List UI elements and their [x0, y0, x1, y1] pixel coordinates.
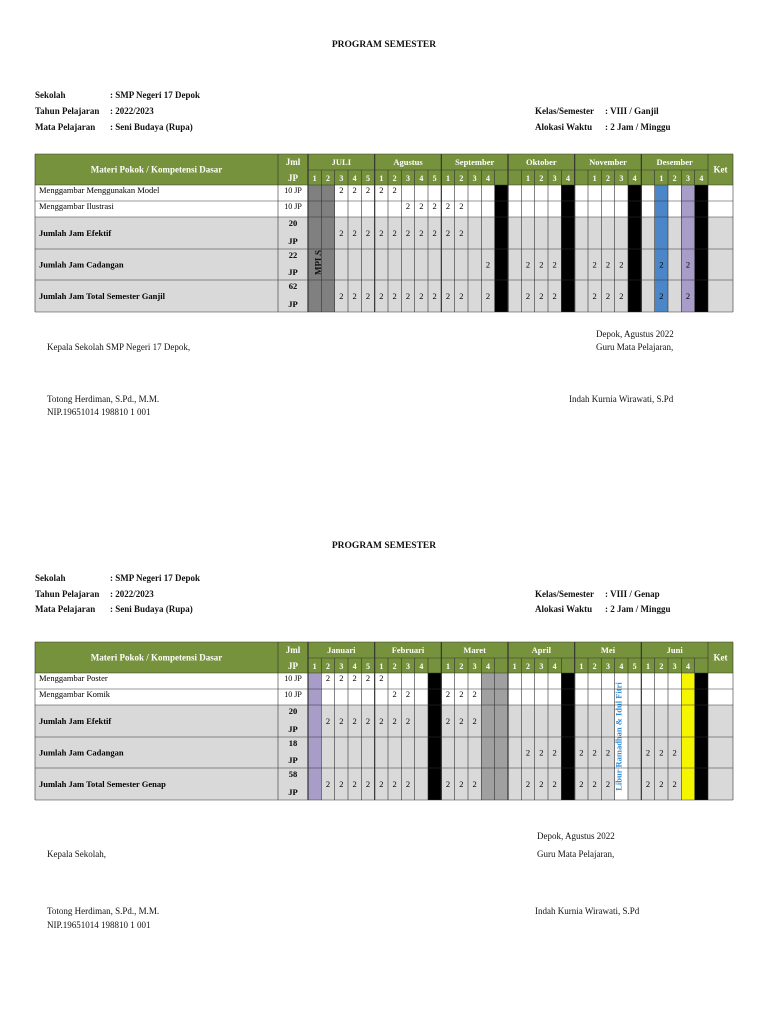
place-date: Depok, Agustus 2022	[596, 329, 674, 339]
month-header: Januari	[327, 645, 356, 655]
info-label-alokasi: Alokasi Waktu	[535, 604, 593, 614]
week-value: 2	[619, 259, 624, 270]
page-title-genap: PROGRAM SEMESTER	[331, 541, 437, 551]
week-value: 2	[419, 201, 424, 211]
week-number: 1	[312, 174, 317, 183]
week-number: 3	[406, 662, 410, 671]
week-value: 2	[592, 291, 597, 301]
week-column-fill	[495, 673, 508, 800]
week-value: 2	[645, 779, 651, 789]
info-value-alokasi: : 2 Jam / Minggu	[605, 604, 671, 614]
week-number: 4	[419, 174, 424, 183]
week-value: 2	[485, 291, 491, 301]
week-value: 2	[565, 747, 571, 758]
month-header: Juni	[666, 645, 683, 655]
week-number: 4	[686, 662, 690, 671]
week-value: 2	[339, 291, 344, 301]
info-label-alokasi: Alokasi Waktu	[535, 122, 593, 132]
row-label: Jumlah Jam Efektif	[39, 716, 112, 726]
week-number: 5	[432, 174, 437, 183]
week-value: 2	[672, 779, 677, 789]
week-value: 2	[392, 689, 397, 699]
week-value: 2	[379, 673, 384, 683]
week-value: 2	[525, 259, 531, 270]
week-value: 2	[659, 291, 664, 301]
info-label-mapel: Mata Pelajaran	[35, 122, 96, 132]
week-value: 2	[672, 747, 677, 758]
week-value: 2	[565, 291, 571, 301]
week-number: 5	[366, 662, 370, 671]
month-header: Maret	[463, 645, 486, 655]
teacher-name: Indah Kurnia Wirawati, S.Pd	[569, 394, 674, 404]
week-value: 2	[619, 291, 624, 301]
week-number: 2	[326, 662, 330, 671]
week-value: 2	[685, 291, 691, 301]
week-number: 2	[606, 174, 610, 183]
info-value-kelas: : VIII / Genap	[605, 589, 660, 599]
week-value: 2	[379, 185, 384, 195]
row-label: Menggambar Menggunakan Model	[39, 185, 160, 195]
week-number: 2	[672, 174, 677, 183]
week-value: 2	[605, 779, 611, 789]
week-value: 2	[339, 716, 344, 726]
row-jml: 10 JP	[284, 674, 302, 683]
week-value: 2	[432, 228, 437, 238]
week-value: 2	[392, 779, 397, 789]
week-value: 2	[392, 185, 397, 195]
week-value: 2	[459, 689, 464, 699]
week-value: 2	[552, 291, 557, 301]
week-number: 4	[486, 662, 490, 671]
week-value: 2	[472, 689, 477, 699]
week-value: 2	[539, 291, 544, 301]
week-value: 2	[392, 291, 397, 301]
month-header: September	[455, 157, 495, 167]
row-jml-unit: JP	[288, 724, 298, 734]
week-value: 2	[325, 673, 331, 683]
info-label-sekolah: Sekolah	[35, 90, 66, 100]
month-header: April	[531, 645, 552, 655]
week-value: 2	[539, 779, 544, 789]
week-value: 2	[352, 779, 357, 789]
week-number: 2	[392, 174, 397, 183]
week-value: 2	[485, 259, 491, 270]
week-number: 2	[592, 662, 597, 671]
week-number: 4	[486, 174, 490, 183]
row-label: Jumlah Jam Total Semester Genap	[39, 779, 166, 789]
week-value: 2	[365, 779, 371, 789]
row-jml-unit: JP	[288, 787, 298, 797]
week-value: 2	[365, 185, 371, 195]
week-value: 2	[352, 673, 357, 683]
principal-nip: NIP.19651014 198810 1 001	[47, 407, 151, 417]
week-value: 2	[445, 689, 451, 699]
info-label-tahun: Tahun Pelajaran	[35, 589, 100, 599]
principal-nip: NIP.19651014 198810 1 001	[47, 920, 151, 930]
principal-title: Kepala Sekolah SMP Negeri 17 Depok,	[47, 342, 191, 352]
header-ket: Ket	[713, 652, 728, 663]
row-jml-value: 20	[288, 706, 298, 716]
week-value: 2	[352, 291, 357, 301]
week-number: 3	[606, 662, 610, 671]
row-jml-unit: JP	[288, 236, 298, 246]
week-value: 2	[459, 779, 464, 789]
row-jml-unit: JP	[288, 299, 298, 309]
week-value: 2	[659, 747, 664, 758]
week-number: 2	[326, 174, 330, 183]
week-value: 2	[445, 228, 451, 238]
info-value-mapel: : Seni Budaya (Rupa)	[110, 122, 193, 132]
week-value: 2	[365, 716, 371, 726]
header-jp: JP	[288, 173, 298, 183]
row-jml-value: 20	[288, 218, 298, 228]
week-value: 2	[579, 747, 584, 758]
week-value: 2	[592, 779, 597, 789]
week-number: 3	[406, 174, 410, 183]
week-value: 2	[405, 689, 411, 699]
week-number: 1	[659, 174, 664, 183]
week-number: 3	[552, 174, 557, 183]
week-value: 2	[472, 779, 477, 789]
week-value: 2	[379, 228, 384, 238]
week-value: 2	[685, 259, 691, 270]
header-materi: Materi Pokok / Kompetensi Dasar	[90, 164, 223, 175]
week-number: 1	[379, 662, 384, 671]
week-number: 3	[619, 174, 624, 183]
week-value: 2	[445, 201, 451, 211]
week-value: 2	[379, 716, 384, 726]
week-number: 1	[379, 174, 384, 183]
week-number: 1	[592, 174, 597, 183]
week-value: 2	[365, 673, 371, 683]
teacher-title: Guru Mata Pelajaran,	[537, 849, 615, 859]
month-header: Agustus	[393, 157, 423, 167]
week-number: 2	[659, 662, 664, 671]
principal-name: Totong Herdiman, S.Pd., M.M.	[47, 906, 160, 916]
info-value-kelas: : VIII / Ganjil	[605, 106, 659, 116]
row-label: Menggambar Komik	[39, 689, 111, 699]
info-value-sekolah: : SMP Negeri 17 Depok	[110, 90, 200, 100]
row-label: Jumlah Jam Cadangan	[39, 747, 124, 758]
week-number: 4	[632, 174, 637, 183]
week-value: 2	[392, 228, 397, 238]
week-column-fill	[695, 673, 708, 800]
week-value: 2	[445, 291, 451, 301]
week-number: 3	[472, 174, 477, 183]
info-label-kelas: Kelas/Semester	[535, 589, 594, 599]
week-value: 2	[459, 291, 464, 301]
week-value: 2	[432, 291, 437, 301]
week-number: 4	[352, 662, 357, 671]
header-ket: Ket	[713, 164, 728, 175]
week-number: 3	[539, 662, 544, 671]
info-label-kelas: Kelas/Semester	[535, 106, 594, 116]
week-number: 1	[579, 662, 584, 671]
teacher-name: Indah Kurnia Wirawati, S.Pd	[535, 906, 640, 916]
row-jml: 10 JP	[284, 186, 302, 195]
row-label: Jumlah Jam Efektif	[39, 228, 112, 238]
week-number: 1	[526, 174, 530, 183]
week-value: 2	[405, 716, 411, 726]
week-value: 2	[459, 716, 464, 726]
teacher-title: Guru Mata Pelajaran,	[596, 342, 674, 352]
week-value: 2	[445, 716, 451, 726]
week-value: 2	[379, 291, 384, 301]
info-value-sekolah: : SMP Negeri 17 Depok	[110, 573, 200, 583]
week-column-fill	[308, 673, 321, 800]
week-value: 2	[352, 185, 357, 195]
week-value: 2	[325, 716, 331, 726]
week-value: 2	[365, 228, 371, 238]
row-label: Menggambar Poster	[39, 673, 108, 683]
week-value: 2	[659, 259, 664, 270]
week-value: 2	[539, 259, 544, 270]
month-header: JULI	[331, 157, 352, 167]
week-number: 4	[419, 662, 424, 671]
week-value: 2	[405, 291, 411, 301]
week-value: 2	[445, 779, 451, 789]
week-value: 2	[419, 291, 424, 301]
week-value: 2	[552, 747, 557, 758]
week-value: 2	[565, 259, 571, 270]
week-value: 2	[392, 716, 397, 726]
week-value: 2	[459, 228, 464, 238]
row-jml-value: 22	[288, 250, 298, 260]
week-column-fill	[481, 673, 494, 800]
week-number: 4	[699, 174, 704, 183]
week-value: 2	[379, 779, 384, 789]
week-value: 2	[552, 259, 557, 270]
month-header: Mei	[600, 645, 616, 655]
row-jml: 10 JP	[284, 690, 302, 699]
week-column-fill	[681, 673, 694, 800]
place-date: Depok, Agustus 2022	[537, 831, 615, 841]
row-jml-value: 62	[288, 281, 298, 291]
info-value-tahun: : 2022/2023	[110, 106, 154, 116]
week-number: 4	[566, 174, 570, 183]
page-title-ganjil: PROGRAM SEMESTER	[331, 40, 437, 50]
week-value: 2	[632, 259, 637, 270]
month-header: Februari	[391, 645, 425, 655]
week-number: 3	[339, 662, 344, 671]
principal-title: Kepala Sekolah,	[47, 849, 106, 859]
week-value: 2	[339, 673, 344, 683]
week-value: 2	[552, 779, 557, 789]
vertical-label: Libur Ramadhan & Idul Fitri	[613, 682, 624, 791]
week-value: 2	[539, 747, 544, 758]
row-label: Jumlah Jam Cadangan	[39, 259, 124, 270]
week-value: 2	[405, 779, 411, 789]
week-number: 5	[632, 662, 637, 671]
week-value: 2	[605, 259, 611, 270]
week-number: 2	[539, 174, 544, 183]
week-value: 2	[525, 291, 531, 301]
week-value: 2	[432, 201, 437, 211]
week-number: 5	[366, 174, 370, 183]
week-number: 1	[446, 174, 450, 183]
week-number: 4	[352, 174, 357, 183]
month-header: November	[589, 157, 627, 167]
week-number: 2	[392, 662, 397, 671]
month-header: Desember	[656, 157, 693, 167]
week-value: 2	[339, 779, 344, 789]
week-value: 2	[352, 716, 357, 726]
header-materi: Materi Pokok / Kompetensi Dasar	[90, 652, 223, 663]
week-number: 2	[459, 174, 464, 183]
week-value: 2	[525, 747, 531, 758]
week-value: 2	[325, 779, 331, 789]
info-value-alokasi: : 2 Jam / Minggu	[605, 122, 671, 132]
row-jml-value: 58	[288, 769, 298, 779]
week-value: 2	[605, 747, 611, 758]
week-value: 2	[339, 185, 344, 195]
info-label-mapel: Mata Pelajaran	[35, 604, 96, 614]
week-value: 2	[352, 228, 357, 238]
row-label: Menggambar Ilustrasi	[39, 201, 114, 211]
week-number: 3	[686, 174, 690, 183]
info-label-tahun: Tahun Pelajaran	[35, 106, 100, 116]
row-jml-unit: JP	[288, 755, 298, 765]
info-label-sekolah: Sekolah	[35, 573, 66, 583]
week-number: 3	[672, 662, 677, 671]
week-number: 2	[459, 662, 464, 671]
week-value: 2	[405, 228, 411, 238]
week-value: 2	[579, 779, 584, 789]
week-value: 2	[459, 201, 464, 211]
week-column-fill	[561, 673, 574, 800]
week-value: 2	[605, 291, 611, 301]
month-header: Oktober	[525, 157, 557, 167]
week-value: 2	[645, 747, 651, 758]
week-value: 2	[632, 291, 637, 301]
principal-name: Totong Herdiman, S.Pd., M.M.	[47, 394, 160, 404]
row-jml: 10 JP	[284, 202, 302, 211]
week-number: 1	[312, 662, 317, 671]
week-number: 3	[339, 174, 344, 183]
info-value-tahun: : 2022/2023	[110, 589, 154, 599]
header-jp: JP	[288, 661, 298, 671]
week-number: 1	[512, 662, 517, 671]
week-number: 2	[526, 662, 530, 671]
week-number: 4	[552, 662, 557, 671]
vertical-label: MPLS	[313, 249, 324, 276]
week-value: 2	[592, 259, 597, 270]
week-value: 2	[339, 228, 344, 238]
week-number: 3	[472, 662, 477, 671]
week-number: 4	[619, 662, 624, 671]
row-label: Jumlah Jam Total Semester Ganjil	[39, 291, 165, 301]
row-jml-value: 18	[288, 738, 298, 748]
week-value: 2	[472, 716, 477, 726]
info-value-mapel: : Seni Budaya (Rupa)	[110, 604, 193, 614]
week-value: 2	[592, 747, 597, 758]
week-number: 1	[446, 662, 450, 671]
header-jml: Jml	[285, 645, 301, 655]
row-jml-unit: JP	[288, 267, 298, 277]
header-jml: Jml	[285, 157, 301, 167]
week-value: 2	[659, 779, 664, 789]
week-value: 2	[525, 779, 531, 789]
week-value: 2	[365, 291, 371, 301]
week-column-fill	[428, 673, 441, 800]
week-number: 1	[646, 662, 650, 671]
week-value: 2	[405, 201, 411, 211]
week-value: 2	[419, 228, 424, 238]
